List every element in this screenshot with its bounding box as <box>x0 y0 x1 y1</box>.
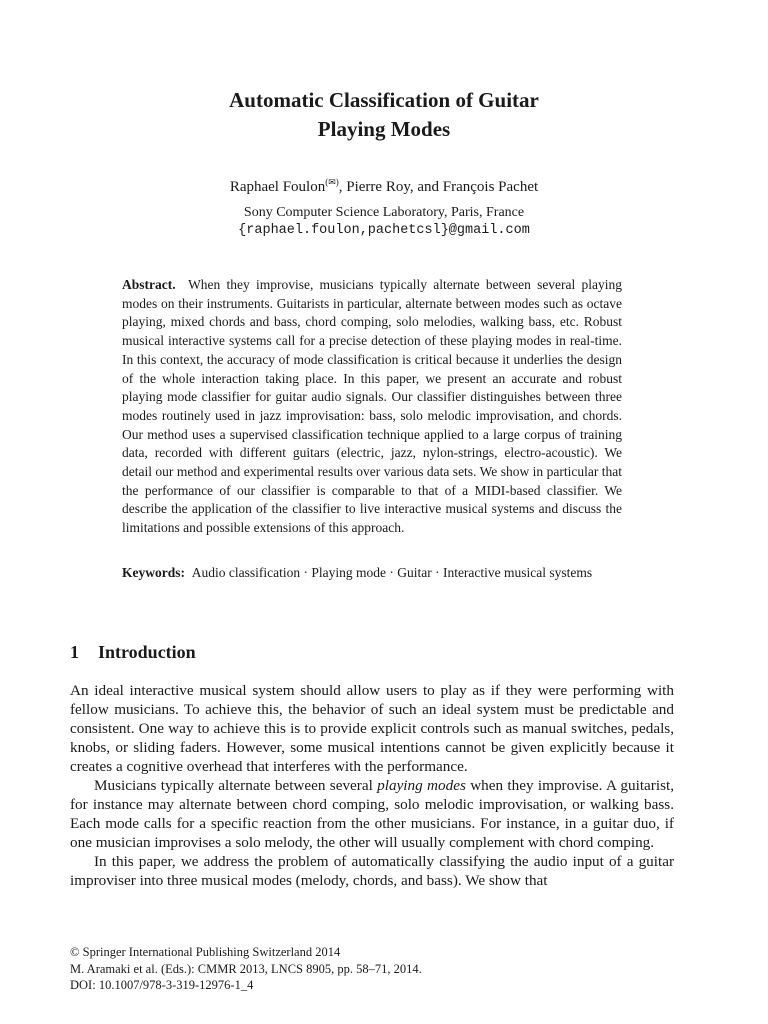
title-line-2: Playing Modes <box>317 117 451 141</box>
affiliation-block <box>0 204 768 240</box>
paragraph-1: An ideal interactive musical system should allow users to play as if they were performing with fellow musicians. To achieve this, the behavior of such an ideal system must be predictable and consistent. One way to achieve this is to provide explicit controls such as manual switches, pedals, knobs, or sliding faders. However, some musical intentions cannot be given explicitly because it creates a cognitive overhead that interferes with the performance. <box>70 682 674 775</box>
proceedings-line: M. Aramaki et al. (Eds.): CMMR 2013, LNCS 8905, pp. 58–71, 2014. <box>70 961 422 976</box>
abstract-label: Abstract. <box>122 277 176 292</box>
abstract-text: When they improvise, musicians typically alternate between several playing modes on their instruments. Guitarists in particular, alternate between modes such as octave playing, mixed chords and bass, chord comping, solo melodies, walking bass, etc. Robust musical interactive systems call for a precise detection of these playing modes in real-time. In this context, the accuracy of mode classification is critical because it underlies the design of the whole interaction taking place. In this paper, we present an accurate and robust playing mode classifier for guitar audio signals. Our classifier distinguishes between three modes routinely used in jazz improvisation: bass, solo melodic improvisation, and chords. Our method uses a supervised classification technique applied to a large corpus of training data, recorded with different guitars (electric, jazz, nylon-strings, electro-acoustic). We detail our method and experimental results over various data sets. We show in particular that the performance of our classifier is comparable to that of a MIDI-based classifier. We describe the application of the classifier to live interactive musical systems and discuss the limitations and possible extensions of this approach. <box>122 277 622 536</box>
paragraph-3: In this paper, we address the problem of automatically classifying the audio input of a guitar improviser into three musical modes (melody, chords, and bass). We show that <box>70 853 674 889</box>
keywords-text: Audio classification · Playing mode · Guitar · Interactive musical systems <box>191 565 593 580</box>
body-text <box>70 681 674 890</box>
keywords <box>122 564 622 583</box>
paragraph-2-rest: when they improvise. A guitarist, for instance may alternate between chord comping, solo melodic improvisation, or walking bass. Each mode calls for a specific reaction from the other musicians. For instance, in a guitar duo, if one musician improvises a solo melody, the other will usually complement with chord comping. <box>70 777 674 851</box>
paper-title <box>0 86 768 144</box>
keywords-label: Keywords: <box>122 565 185 580</box>
paragraph-2-start: Musicians typically alternate between several <box>94 777 378 794</box>
author-email: {raphael.foulon,pachetcsl}@gmail.com <box>238 223 530 238</box>
paragraph-2 <box>70 776 674 852</box>
copyright-line: © Springer International Publishing Switzerland 2014 <box>70 945 341 959</box>
section-title: Introduction <box>98 642 196 662</box>
doi-line: DOI: 10.1007/978-3-319-12976-1_4 <box>70 978 254 992</box>
title-line-1: Automatic Classification of Guitar <box>229 88 539 112</box>
author-list <box>0 172 768 197</box>
section-number: 1 <box>70 642 79 662</box>
affiliation: Sony Computer Science Laboratory, Paris, France <box>243 205 525 220</box>
paragraph-2-emphasis: playing modes <box>377 777 466 794</box>
section-heading <box>70 640 196 664</box>
other-authors: , Pierre Roy, and François Pachet <box>338 179 539 195</box>
author-name: Raphael Foulon <box>229 179 326 195</box>
corresponding-author-mark: (✉) <box>325 177 339 187</box>
abstract <box>122 276 622 538</box>
copyright-footer <box>70 944 422 994</box>
